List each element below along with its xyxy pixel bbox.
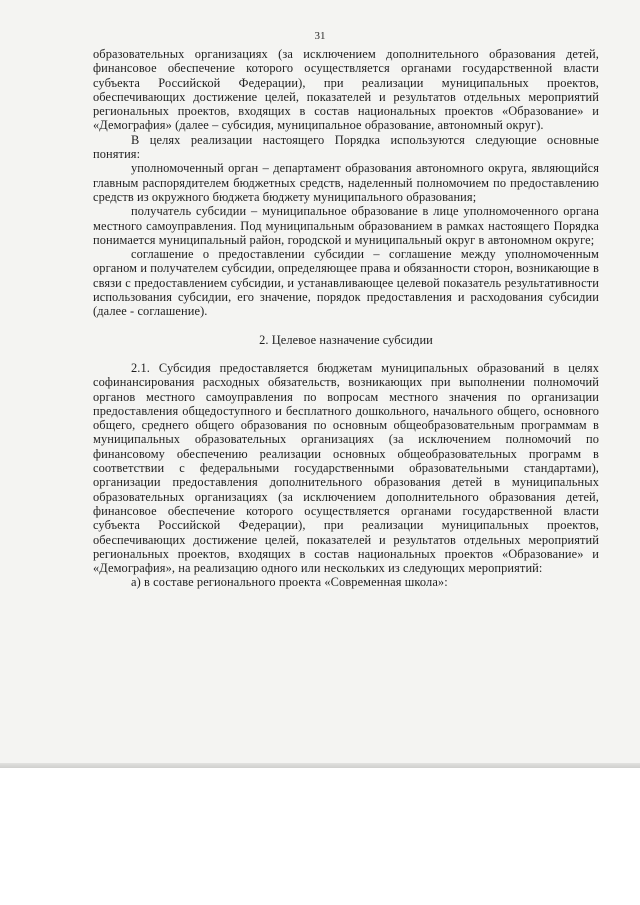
section-heading: 2. Целевое назначение субсидии [259, 332, 433, 347]
page-number: 31 [314, 30, 326, 42]
paragraph-definitions-intro: В целях реализации настоящего Порядка используются следующие основные понятия: [93, 132, 599, 162]
paragraph-definition-authorized-body: уполномоченный орган – департамент образования автономного округа, являющийся главным распорядителем бюджетных средств, наделенный полномочием по предоставлению средств из окружного бюджета бюджету муниципального образования; [93, 161, 599, 204]
paragraph-section-2-1: 2.1. Субсидия предоставляется бюджетам муниципальных образований в целях софинансирования расходных обязательств, возникающих при выполнении полномочий органов местного самоуправления по вопросам местного значения по организации предоставления общедоступного и бесплатного дошкольного, начального общего, основного общего, среднего общего образования по основным общеобразовательным программам в муниципальных образовательных организациях (за исключением полномочий по финансовому обеспечению реализации основных общеобразовательных программ в соответствии с федеральными государственными образовательными стандартами), организации предоставления дополнительного образования детей в муниципальных образовательных организациях (за исключением дополнительного образования детей, финансовое обеспечение которого осуществляется органами государственной власти субъекта Российской Федерации), при реализации муниципальных проектов, обеспечивающих достижение целей, показателей и результатов отдельных мероприятий региональных проектов, входящих в состав национальных проектов «Образование» и «Демография», на реализацию одного или нескольких из следующих мероприятий: [93, 360, 599, 576]
document-body [93, 47, 599, 590]
paragraph-definition-recipient: получатель субсидии – муниципальное образование в лице уполномоченного органа местного самоуправления. Под муниципальным образованием в рамках настоящего Порядка понимается муниципальный район, городской и муниципальный округ в автономном округе; [93, 204, 599, 247]
list-item-a: а) в составе регионального проекта «Современная школа»: [131, 575, 448, 590]
blank-area [0, 768, 640, 905]
paragraph-definition-agreement: соглашение о предоставлении субсидии – соглашение между уполномоченным органом и получателем субсидии, определяющее права и обязанности сторон, возникающие в связи с предоставлением субсидии, и устанавливающее целевой показатель результативности использования субсидии, его значение, порядок предоставления и расходования субсидии (далее - соглашение). [93, 247, 599, 319]
paragraph-continuation: образовательных организациях (за исключением дополнительного образования детей, финансовое обеспечение которого осуществляется органами государственной власти субъекта Российской Федерации), при реализации муниципальных проектов, обеспечивающих достижение целей, показателей и результатов отдельных мероприятий региональных проектов, входящих в состав национальных проектов «Образование» и «Демография» (далее – субсидия, муниципальное образование, автономный округ). [93, 47, 599, 133]
